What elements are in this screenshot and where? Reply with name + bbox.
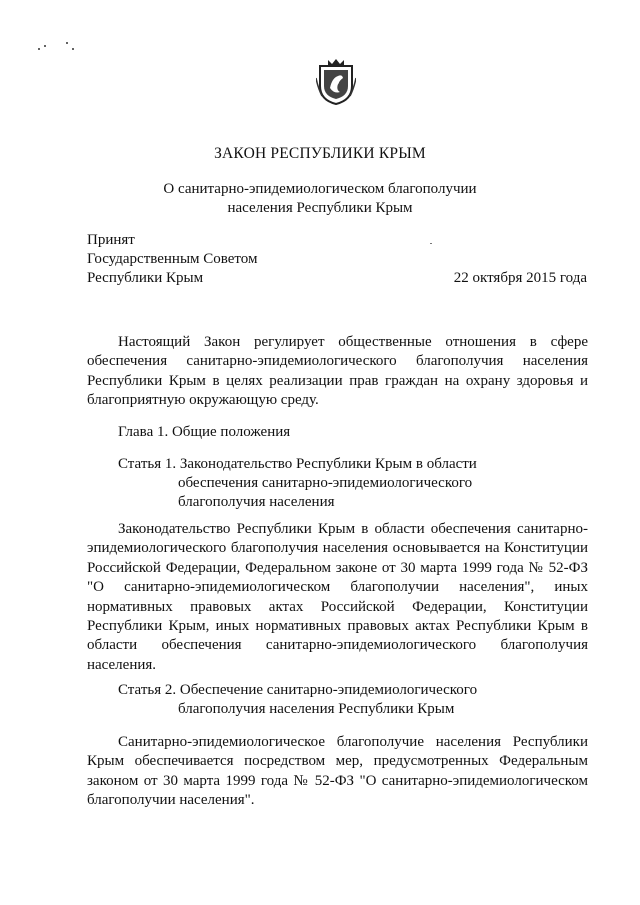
- intro-paragraph: Настоящий Закон регулирует общественные отношения в сфере обеспечения санитарно-эпидемиологического благополучия населения Республики Крым в целях реализации прав граждан на охрану здоровья и благоприятную окружающую среду.: [87, 334, 588, 409]
- law-title: ЗАКОН РЕСПУБЛИКИ КРЫМ: [214, 145, 426, 162]
- article-1-heading: [118, 455, 538, 512]
- article-2-heading: [118, 681, 538, 719]
- article-heading-line: Статья 1. Законодательство Республики Крым в области: [118, 456, 477, 472]
- law-subtitle: [0, 180, 640, 218]
- adopted-line: Государственным Советом: [87, 251, 258, 267]
- chapter-heading: Глава 1. Общие положения: [118, 424, 291, 440]
- article-heading-line: Статья 2. Обеспечение санитарно-эпидемиологического: [118, 682, 478, 698]
- article-2-text: Санитарно-эпидемиологическое благополучие населения Республики Крым обеспечивается посредством мер, предусмотренных Федеральным законом от 30 марта 1999 года № 52-ФЗ "О санитарно-эпидемиологическом благополучии населения".: [87, 734, 588, 809]
- subtitle-line: О санитарно-эпидемиологическом благополучии: [163, 181, 477, 197]
- subtitle-line: населения Республики Крым: [227, 200, 413, 216]
- article-heading-line: обеспечения санитарно-эпидемиологического: [178, 475, 473, 491]
- article-heading-line: благополучия населения: [178, 494, 335, 510]
- scan-specks: [38, 40, 78, 54]
- adoption-block: [87, 231, 587, 288]
- article-heading-line: благополучия населения Республики Крым: [178, 701, 455, 717]
- crimea-coat-of-arms-icon: [316, 58, 356, 106]
- adoption-date: 22 октября 2015 года: [453, 270, 587, 286]
- adopted-line: Республики Крым: [87, 270, 204, 286]
- adopted-line: Принят: [87, 232, 135, 248]
- scan-mark: [430, 243, 432, 244]
- adopted-row: [87, 269, 587, 288]
- article-1-text: Законодательство Республики Крым в области обеспечения санитарно-эпидемиологического благополучия населения основывается на Конституции Российской Федерации, Федеральном законе от 30 марта 1999 года № 52-ФЗ "О санитарно-эпидемиологическом благополучии населения", иных нормативных правовых актах Российской Федерации, Конституции Республики Крым, иных нормативных правовых актах Республики Крым в области обеспечения санитарно-эпидемиологического благополучия населения.: [87, 521, 588, 673]
